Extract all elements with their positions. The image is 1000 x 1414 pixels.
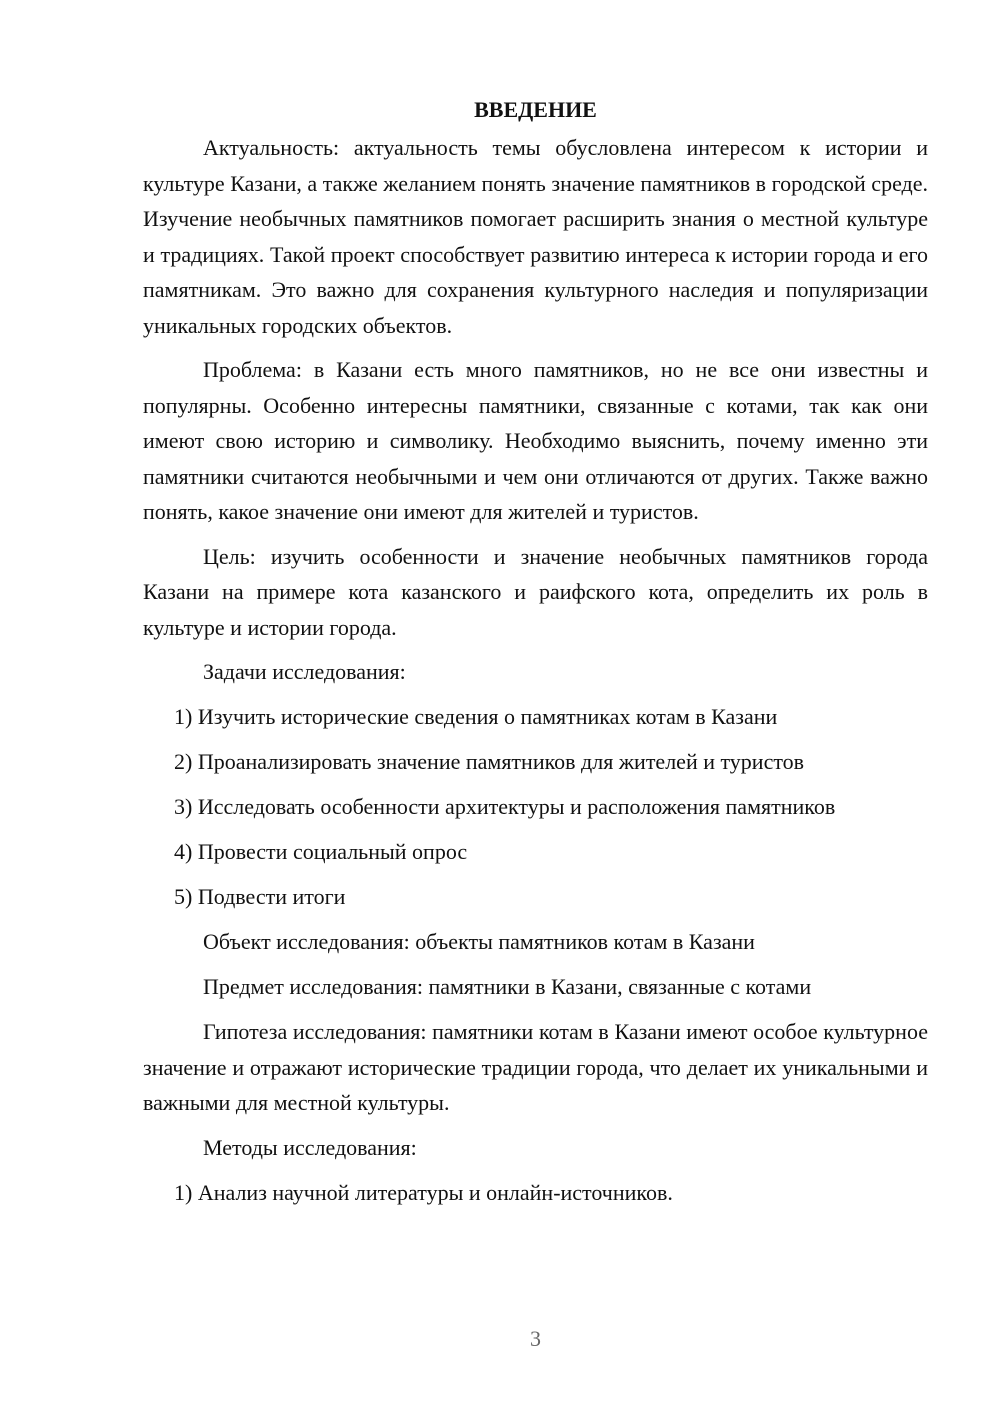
methods-heading: Методы исследования:: [203, 1134, 417, 1160]
goal-paragraph: Цель: изучить особенности и значение необычных памятников города Казани на примере кота казанского и раифского кота, определить их роль в культуре и истории города.: [143, 543, 928, 640]
problem-paragraph: Проблема: в Казани есть много памятников, но не все они известны и популярны. Особенно интересны памятники, связанные с котами, так как они имеют свою историю и символику. Необходимо выяснить, почему именно эти памятники считаются необычными и чем они отличаются от других. Также важно понять, какое значение они имеют для жителей и туристов.: [143, 357, 928, 524]
section-title: ВВЕДЕНИЕ: [474, 97, 597, 122]
method-item: 1) Анализ научной литературы и онлайн-источников.: [174, 1179, 673, 1205]
task-item: 4) Провести социальный опрос: [174, 839, 468, 864]
relevance-paragraph: Актуальность: актуальность темы обусловлена интересом к истории и культуре Казани, а также желанием понять значение памятников в городской среде. Изучение необычных памятников помогает расширить знания о местной культуре и традициях. Такой проект способствует развитию интереса к истории города и его памятникам. Это важно для сохранения культурного наследия и популяризации уникальных городских объектов.: [143, 135, 928, 338]
task-item: 2) Проанализировать значение памятников для жителей и туристов: [174, 749, 805, 774]
task-item: 1) Изучить исторические сведения о памятниках котам в Казани: [174, 704, 778, 729]
hypothesis-paragraph: Гипотеза исследования: памятники котам в Казани имеют особое культурное значение и отражают исторические традиции города, что делает их уникальными и важными для местной культуры.: [143, 1019, 928, 1115]
task-item: 3) Исследовать особенности архитектуры и расположения памятников: [174, 794, 836, 819]
research-subject: Предмет исследования: памятники в Казани, связанные с котами: [203, 974, 812, 999]
page-content: [143, 92, 928, 1220]
research-object: Объект исследования: объекты памятников котам в Казани: [203, 929, 755, 954]
tasks-heading: Задачи исследования:: [203, 659, 406, 684]
task-item: 5) Подвести итоги: [174, 884, 346, 909]
page-number: 3: [530, 1326, 541, 1351]
